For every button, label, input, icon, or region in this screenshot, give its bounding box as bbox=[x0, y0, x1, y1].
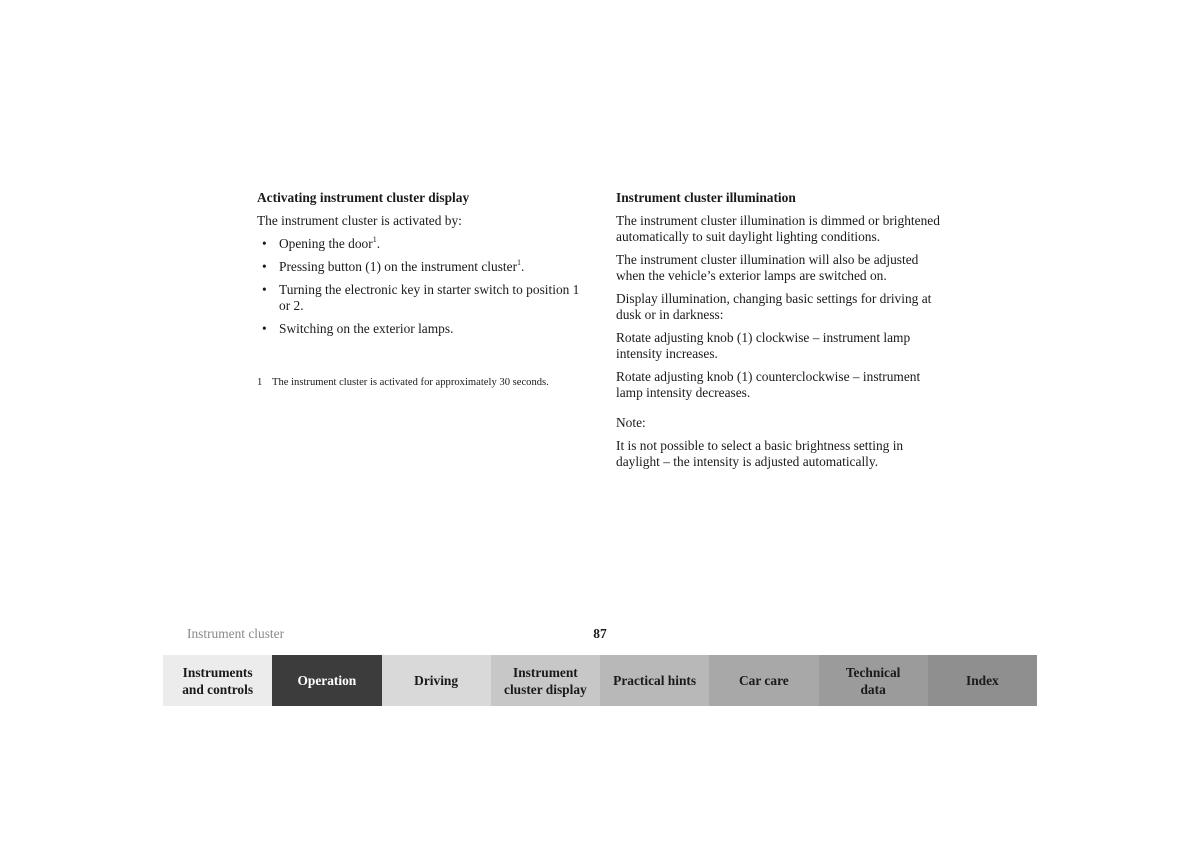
tab-practical-hints[interactable]: Practical hints bbox=[600, 655, 709, 706]
bullet-icon: • bbox=[262, 259, 267, 274]
activation-list bbox=[257, 236, 592, 337]
page-number: 87 bbox=[593, 626, 607, 641]
left-column bbox=[257, 190, 592, 344]
note-text: It is not possible to select a basic brightness setting in daylight – the intensity is adjusted automatically. bbox=[616, 438, 904, 469]
footnote bbox=[257, 376, 597, 389]
list-item: • Opening the door$^1$. bbox=[262, 234, 381, 251]
list-item-text: Switching on the exterior lamps. bbox=[279, 321, 454, 336]
paragraph: The instrument cluster illumination is dimmed or brightened automatically to suit daylight lighting conditions. bbox=[616, 213, 940, 244]
list-item: • Pressing button (1) on the instrument cluster$^1$. bbox=[262, 257, 525, 274]
list-item bbox=[257, 282, 592, 314]
tab-operation[interactable]: Operation bbox=[272, 655, 381, 706]
bullet-icon: • bbox=[262, 321, 267, 336]
tab-index[interactable]: Index bbox=[928, 655, 1037, 706]
list-item bbox=[257, 321, 592, 337]
list-item-text: Opening the door bbox=[279, 236, 373, 251]
footnote-ref: 1 bbox=[372, 234, 377, 244]
tab-car-care[interactable]: Car care bbox=[709, 655, 818, 706]
section-label: Instrument cluster bbox=[187, 626, 285, 641]
tab-technical-data[interactable]: Technical data bbox=[819, 655, 928, 706]
footnote-ref: 1 bbox=[517, 257, 522, 267]
footnote-number: 1 bbox=[257, 377, 263, 388]
section-heading-illumination: Instrument cluster illumination bbox=[616, 190, 796, 205]
right-column bbox=[616, 190, 946, 477]
list-item-text: Pressing button (1) on the instrument cluster bbox=[279, 259, 518, 274]
list-item-text: Turning the electronic key in starter switch to position 1 or 2. bbox=[279, 282, 580, 313]
paragraph: Display illumination, changing basic settings for driving at dusk or in darkness: bbox=[616, 291, 932, 322]
tab-instrument-cluster-display[interactable]: Instrument cluster display bbox=[491, 655, 600, 706]
footnote-text: The instrument cluster is activated for approximately 30 seconds. bbox=[272, 377, 549, 388]
bullet-icon: • bbox=[262, 282, 267, 297]
tab-driving[interactable]: Driving bbox=[382, 655, 491, 706]
section-heading-activating: Activating instrument cluster display bbox=[257, 190, 470, 205]
paragraph: Rotate adjusting knob (1) clockwise – instrument lamp intensity increases. bbox=[616, 330, 911, 361]
paragraph: Rotate adjusting knob (1) counterclockwise – instrument lamp intensity decreases. bbox=[616, 369, 921, 400]
intro-text: The instrument cluster is activated by: bbox=[257, 213, 462, 228]
paragraph: The instrument cluster illumination will also be adjusted when the vehicle’s exterior lamps are switched on. bbox=[616, 252, 919, 283]
note-label: Note: bbox=[616, 415, 646, 430]
bullet-icon: • bbox=[262, 236, 267, 251]
tab-instruments-and-controls[interactable]: Instruments and controls bbox=[163, 655, 272, 706]
chapter-tab-bar bbox=[163, 655, 1037, 706]
